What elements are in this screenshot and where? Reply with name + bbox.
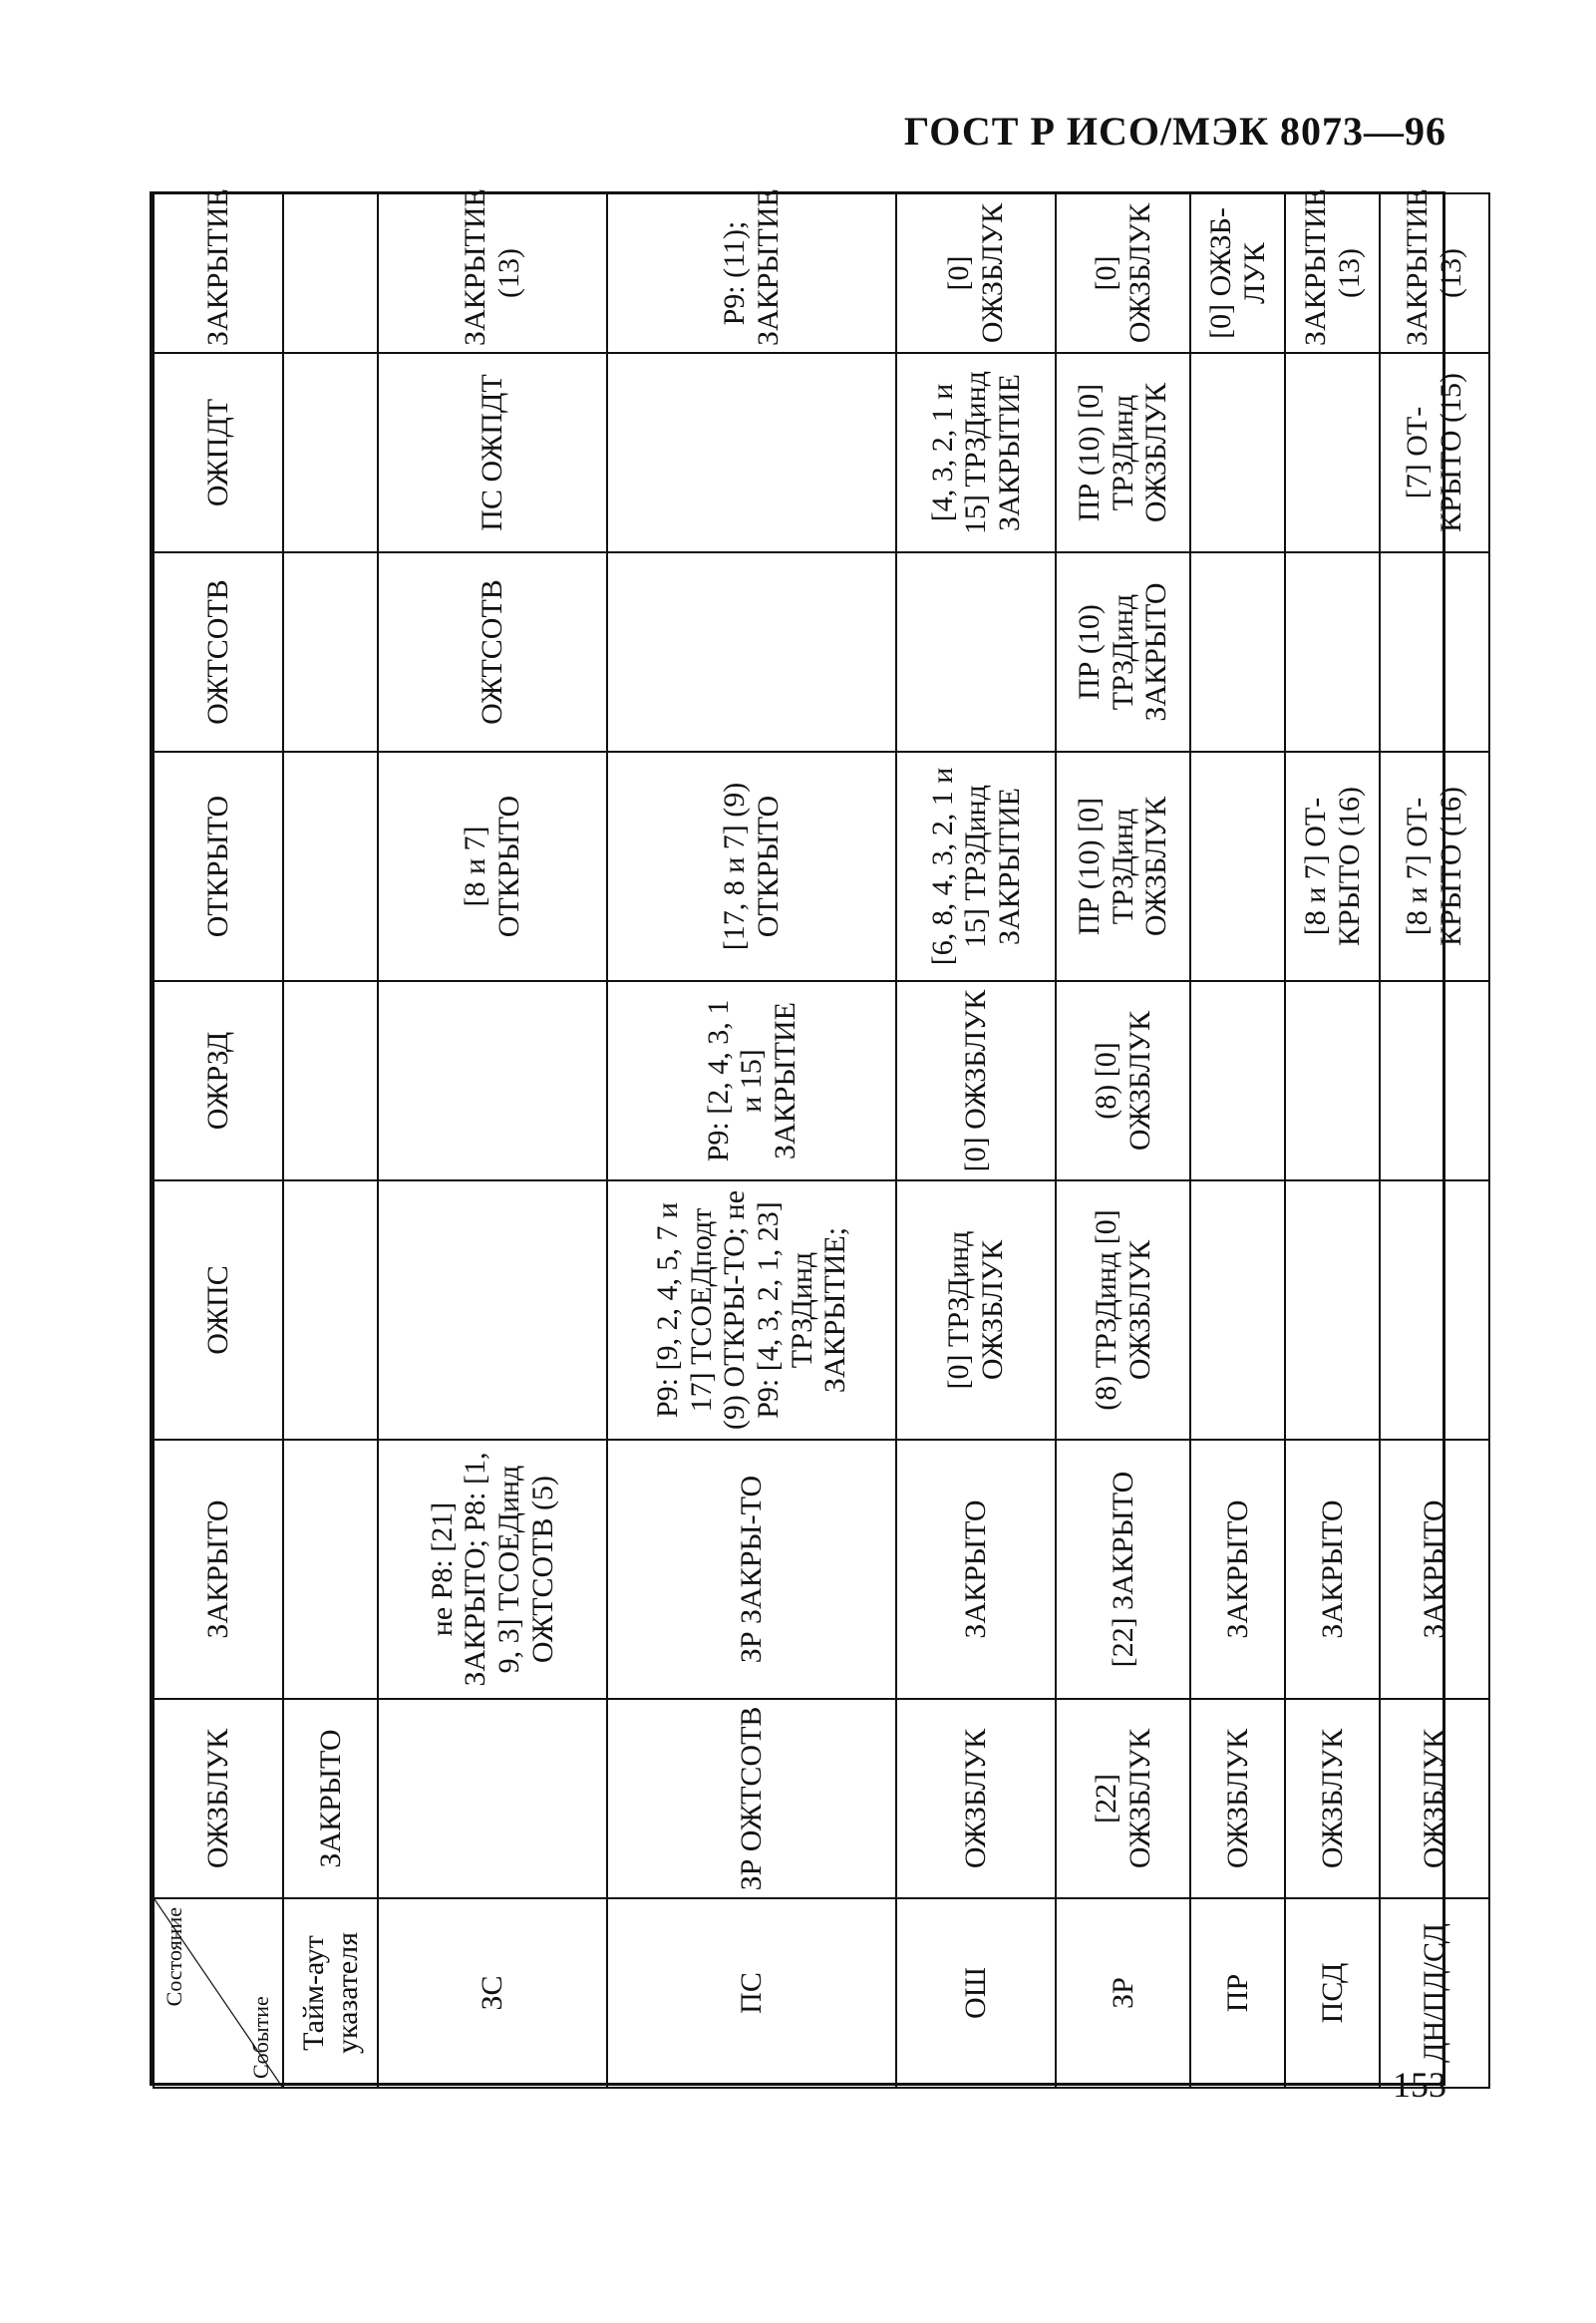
table-cell	[607, 552, 896, 752]
table-cell: [0] ОЖЗБ-ЛУК	[1190, 193, 1285, 353]
table-cell	[1380, 1180, 1489, 1440]
table-cell	[1380, 552, 1489, 752]
table-cell: [6, 8, 4, 3, 2, 1 и 15] ТРЗДинд ЗАКРЫТИЕ	[896, 752, 1056, 981]
table-cell: [0] ТРЗДинд ОЖЗБЛУК	[896, 1180, 1056, 1440]
rotated-table-container	[153, 188, 1467, 2089]
table-cell	[378, 1699, 607, 1898]
table-cell	[378, 981, 607, 1180]
table-cell	[378, 1180, 607, 1440]
table-cell: ЗАКРЫТО	[1285, 1440, 1380, 1699]
table-cell	[607, 353, 896, 552]
table-row	[896, 193, 1056, 2088]
table-cell: [4, 3, 2, 1 и 15] ТРЗДинд ЗАКРЫТИЕ	[896, 353, 1056, 552]
event-name-cell: ЗР	[1056, 1898, 1190, 2088]
table-cell: [8 и 7] ОТ-КРЫТО (16)	[1285, 752, 1380, 981]
state-header: ОЖПС	[154, 1180, 283, 1440]
table-cell: ПР (10) [0] ТРЗДинд ОЖЗБЛУК	[1056, 353, 1190, 552]
table-cell	[1285, 552, 1380, 752]
table-cell: ОЖЗБЛУК	[896, 1699, 1056, 1898]
table-cell: ЗАКРЫТО	[283, 1699, 378, 1898]
table-row	[1380, 193, 1489, 2088]
table-cell	[896, 552, 1056, 752]
table-cell: ОЖТСОТВ	[378, 552, 607, 752]
table-cell: [22] ЗАКРЫТО	[1056, 1440, 1190, 1699]
table-cell	[283, 752, 378, 981]
table-row	[378, 193, 607, 2088]
table-row	[1056, 193, 1190, 2088]
state-header: ЗАКРЫТО	[154, 1440, 283, 1699]
table-cell	[283, 552, 378, 752]
table-row	[607, 193, 896, 2088]
event-name-cell: ОШ	[896, 1898, 1056, 2088]
event-name-cell: ПР	[1190, 1898, 1285, 2088]
table-row	[283, 193, 378, 2088]
table-cell: ЗАКРЫТО	[1380, 1440, 1489, 1699]
event-name-cell: ЗС	[378, 1898, 607, 2088]
event-name-cell: Тайм-аут указателя	[283, 1898, 378, 2088]
state-header: ОЖРЗД	[154, 981, 283, 1180]
table-cell	[283, 981, 378, 1180]
table-cell: [7] ОТ-КРЫТО (15)	[1380, 353, 1489, 552]
table-cell: [22] ОЖЗБЛУК	[1056, 1699, 1190, 1898]
table-cell: Р9: [2, 4, 3, 1 и 15] ЗАКРЫТИЕ	[607, 981, 896, 1180]
table-cell	[1285, 353, 1380, 552]
table-cell: ЗАКРЫТО	[1190, 1440, 1285, 1699]
table-cell: [0] ОЖЗБЛУК	[1056, 193, 1190, 353]
table-cell: ЗАКРЫТИЕ (13)	[1285, 193, 1380, 353]
state-table-frame	[150, 188, 1467, 2086]
table-cell: [17, 8 и 7] (9) ОТКРЫТО	[607, 752, 896, 981]
table-cell: (8) [0] ОЖЗБЛУК	[1056, 981, 1190, 1180]
table-cell: ЗАКРЫТИЕ (13)	[1380, 193, 1489, 353]
document-header: ГОСТ Р ИСО/МЭК 8073—96	[903, 109, 1446, 154]
table-corner-cell	[154, 1898, 283, 2088]
table-cell	[1190, 552, 1285, 752]
table-cell: ЗАКРЫТИЕ (13)	[378, 193, 607, 353]
table-cell: [0] ОЖЗБЛУК	[896, 981, 1056, 1180]
table-cell: [8 и 7] ОТ-КРЫТО (16)	[1380, 752, 1489, 981]
table-cell: ОЖЗБЛУК	[1380, 1699, 1489, 1898]
table-cell	[1380, 981, 1489, 1180]
table-cell: ПР (10) [0] ТРЗДинд ОЖЗБЛУК	[1056, 752, 1190, 981]
table-cell: Р9: (11); ЗАКРЫТИЕ	[607, 193, 896, 353]
table-cell	[1190, 981, 1285, 1180]
table-cell: Р9: [9, 2, 4, 5, 7 и 17] ТСОЕДподт (9) ОТКРЫ-ТО; не Р9: [4, 3, 2, 1, 23] ТРЗДинд ЗАКРЫТИЕ;	[607, 1180, 896, 1440]
table-cell: ПР (10) ТРЗДинд ЗАКРЫТО	[1056, 552, 1190, 752]
table-cell	[1285, 1180, 1380, 1440]
state-header-row	[154, 193, 283, 2088]
event-name-cell: ДН/ПД/СД	[1380, 1898, 1489, 2088]
table-cell	[283, 1180, 378, 1440]
table-cell: ЗР ЗАКРЫ-ТО	[607, 1440, 896, 1699]
table-row	[1285, 193, 1380, 2088]
table-cell: ОЖЗБЛУК	[1190, 1699, 1285, 1898]
table-cell	[283, 1440, 378, 1699]
state-header: ОЖЗБЛУК	[154, 1699, 283, 1898]
table-cell: не Р8: [21] ЗАКРЫТО; Р8: [1, 9, 3] ТСОЕДинд ОЖТСОТВ (5)	[378, 1440, 607, 1699]
state-transition-table	[153, 188, 1490, 2089]
table-cell: ЗАКРЫТО	[896, 1440, 1056, 1699]
table-cell	[1285, 981, 1380, 1180]
table-cell: [0] ОЖЗБЛУК	[896, 193, 1056, 353]
table-row	[1190, 193, 1285, 2088]
table-cell: ЗР ОЖТСОТВ	[607, 1699, 896, 1898]
state-header: ОЖТСОТВ	[154, 552, 283, 752]
state-header: ЗАКРЫТИЕ	[154, 193, 283, 353]
table-cell	[283, 353, 378, 552]
corner-state-label: Состояние	[161, 1907, 186, 2007]
event-name-cell: ПС	[607, 1898, 896, 2088]
table-cell: [8 и 7] ОТКРЫТО	[378, 752, 607, 981]
corner-event-label: Событие	[248, 1996, 274, 2079]
state-header: ОЖПДТ	[154, 353, 283, 552]
table-cell: ОЖЗБЛУК	[1285, 1699, 1380, 1898]
table-cell: (8) ТРЗДинд [0] ОЖЗБЛУК	[1056, 1180, 1190, 1440]
table-cell	[1190, 1180, 1285, 1440]
page-number: 153	[1393, 2065, 1446, 2105]
table-cell	[1190, 353, 1285, 552]
table-cell	[1190, 752, 1285, 981]
table-cell: ПС ОЖПДТ	[378, 353, 607, 552]
event-name-cell: ПСД	[1285, 1898, 1380, 2088]
table-cell	[283, 193, 378, 353]
state-header: ОТКРЫТО	[154, 752, 283, 981]
